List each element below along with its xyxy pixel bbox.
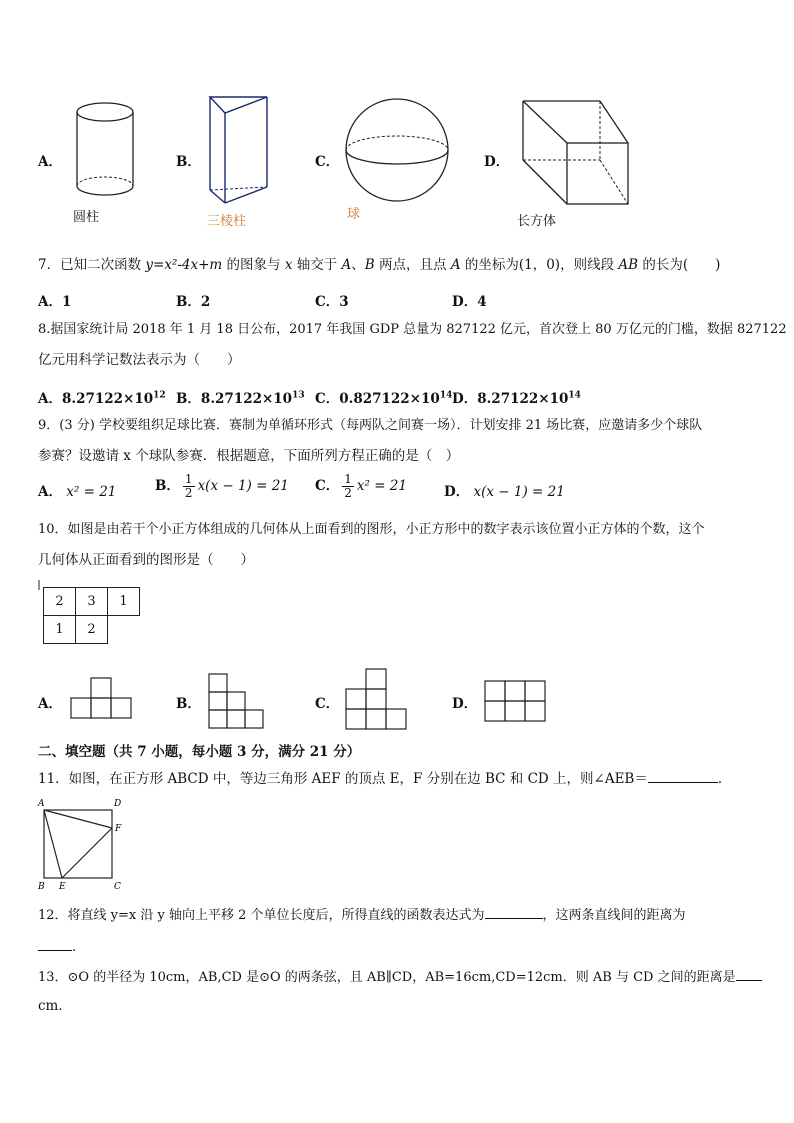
q10-line1: 10．如图是由若干个小正方体组成的几何体从上面看到的图形，小正方形中的数字表示该位置小正方体的个数，这个	[38, 522, 705, 537]
q8-line2: 亿元用科学记数法表示为（ ）	[38, 352, 241, 368]
q7-text: 的长为( )	[638, 257, 721, 273]
grid-cell: 2	[44, 588, 76, 616]
q9-line2: 参赛？设邀请 x 个球队参赛．根据题意，下面所列方程正确的是（ ）	[38, 448, 460, 464]
fraction-denominator: 2	[184, 486, 193, 500]
option-value: x(x − 1) = 21	[473, 484, 565, 500]
label-c: C	[114, 882, 121, 892]
option-letter: B．	[176, 391, 201, 407]
option-exponent: 13	[292, 390, 305, 401]
q12-line1	[38, 904, 686, 926]
q13-line1	[38, 966, 762, 988]
q10-option-a: A．	[38, 696, 62, 712]
q10-option-c: C．	[315, 696, 340, 712]
grid-cell: 2	[76, 616, 108, 644]
option-exponent: 14	[568, 390, 581, 401]
answer-blank	[38, 936, 72, 951]
label-f: F	[115, 824, 122, 834]
q10-option-d: D．	[452, 696, 478, 712]
grid-cell-empty	[108, 616, 140, 644]
option-letter: A．	[38, 391, 62, 407]
option-letter: C．	[315, 391, 340, 407]
fraction-denominator: 2	[344, 486, 352, 500]
q9-option-c	[315, 473, 407, 500]
q7-option-d: D．4	[452, 294, 487, 310]
label-e: E	[59, 882, 66, 892]
section-title: 二、填空题（共 7 小题，每小题 3 分，满分 21 分）	[38, 744, 361, 760]
q13-text: 13．⊙O 的半径为 10cm，AB,CD 是⊙O 的两条弦，且 AB∥CD，AB=16cm,CD=12cm．则 AB 与 CD 之间的距离是	[38, 970, 736, 985]
label-d: D	[114, 799, 122, 809]
q7-text: 的坐标为(1，0)，则线段	[460, 257, 619, 273]
grid-cell: 3	[76, 588, 108, 616]
option-letter: A．	[38, 154, 62, 170]
q10-figure-a	[70, 678, 132, 720]
answer-blank	[736, 966, 762, 981]
prism-label: 三棱柱	[207, 214, 247, 229]
triangular-prism-figure	[205, 95, 275, 210]
q10-option-b: B．	[176, 696, 201, 712]
sphere-figure	[345, 98, 455, 203]
q7-option-a: A．1	[38, 294, 72, 310]
q7-question	[38, 255, 720, 275]
cuboid-figure	[520, 98, 632, 206]
q10-figure-c	[344, 668, 408, 732]
answer-blank	[485, 904, 543, 919]
q7-text: 、	[351, 257, 365, 273]
q11-end: ．	[717, 771, 732, 787]
q7-var: A	[341, 257, 352, 273]
q11-text: 11．如图，在正方形 ABCD 中，等边三角形 AEF 的顶点 E，F 分别在边 BC 和 CD 上，则∠AEB＝	[38, 771, 648, 787]
q10-figure-b	[208, 673, 266, 729]
fraction-numerator: 1	[344, 472, 352, 486]
q7-text: 的图象与	[222, 257, 285, 273]
option-letter: D．	[444, 484, 470, 500]
q8-option-a	[38, 387, 166, 407]
q7-option-c: C．3	[315, 294, 349, 310]
option-value: 0.827122×10	[339, 391, 440, 407]
fraction	[183, 473, 195, 500]
option-letter: C．	[315, 154, 340, 170]
q12-end: ．	[72, 939, 86, 955]
q10-figure-d	[484, 680, 546, 722]
option-value: 8.27122×10	[200, 391, 293, 407]
option-letter: A．	[38, 484, 62, 500]
q9-option-b	[155, 473, 289, 500]
q7-text: 两点，且点	[374, 257, 451, 273]
option-exponent: 12	[153, 390, 166, 401]
answer-blank	[648, 768, 718, 783]
q10-line2: 几何体从正面看到的图形是（ ）	[38, 552, 254, 568]
q12-line2	[38, 936, 86, 957]
sphere-label: 球	[347, 207, 361, 222]
option-exponent: 14	[439, 390, 453, 401]
option-value: 8.27122×10	[61, 391, 154, 407]
cylinder-label: 圆柱	[73, 210, 100, 225]
cylinder-figure	[70, 100, 140, 200]
q8-option-d	[452, 387, 581, 407]
q8-line1: 8.据国家统计局 2018 年 1 月 18 日公布，2017 年我国 GDP 总量为 827122 亿元，首次登上 80 万亿元的门槛，数据 827122	[38, 322, 787, 337]
fraction-numerator: 1	[184, 472, 193, 486]
top-view-grid	[43, 587, 140, 644]
grid-cell: 1	[108, 588, 140, 616]
q12-text: 12．将直线 y=x 沿 y 轴向上平移 2 个单位长度后，所得直线的函数表达式为	[38, 908, 485, 923]
q7-var: B	[364, 257, 375, 273]
q7-var: x	[284, 257, 293, 273]
option-value: x² = 21	[66, 484, 117, 500]
grid-cell: 1	[44, 616, 76, 644]
q11-question	[38, 768, 731, 789]
q9-option-d	[444, 480, 565, 500]
q11-square-figure	[36, 798, 126, 892]
cuboid-label: 长方体	[517, 214, 557, 229]
q7-formula: y=x²-4x+m	[145, 257, 223, 273]
fraction	[342, 473, 354, 500]
option-letter: B．	[155, 478, 180, 494]
q12-text: ，这两条直线间的距离为	[542, 908, 686, 923]
q7-var: A	[450, 257, 461, 273]
option-letter: D．	[484, 154, 510, 170]
label-b: B	[38, 882, 45, 892]
q7-var: AB	[618, 257, 639, 273]
option-value: x² = 21	[356, 478, 407, 494]
q9-option-a	[38, 480, 116, 500]
q8-option-c	[315, 387, 452, 407]
q7-text: 7．已知二次函数	[38, 257, 146, 273]
option-letter: C．	[315, 478, 340, 494]
option-value: 8.27122×10	[477, 391, 569, 407]
q8-option-b	[176, 387, 305, 407]
label-a: A	[38, 799, 45, 809]
q7-text: 轴交于	[292, 257, 342, 273]
option-value: x(x − 1) = 21	[197, 478, 289, 494]
q13-line2: cm．	[38, 998, 72, 1014]
option-letter: B．	[176, 154, 201, 170]
q9-line1: 9．(3 分) 学校要组织足球比赛．赛制为单循环形式（每两队之间赛一场）．计划安排 21 场比赛，应邀请多少个球队	[38, 418, 703, 433]
option-letter: D．	[452, 391, 478, 407]
q7-option-b: B．2	[176, 294, 211, 310]
